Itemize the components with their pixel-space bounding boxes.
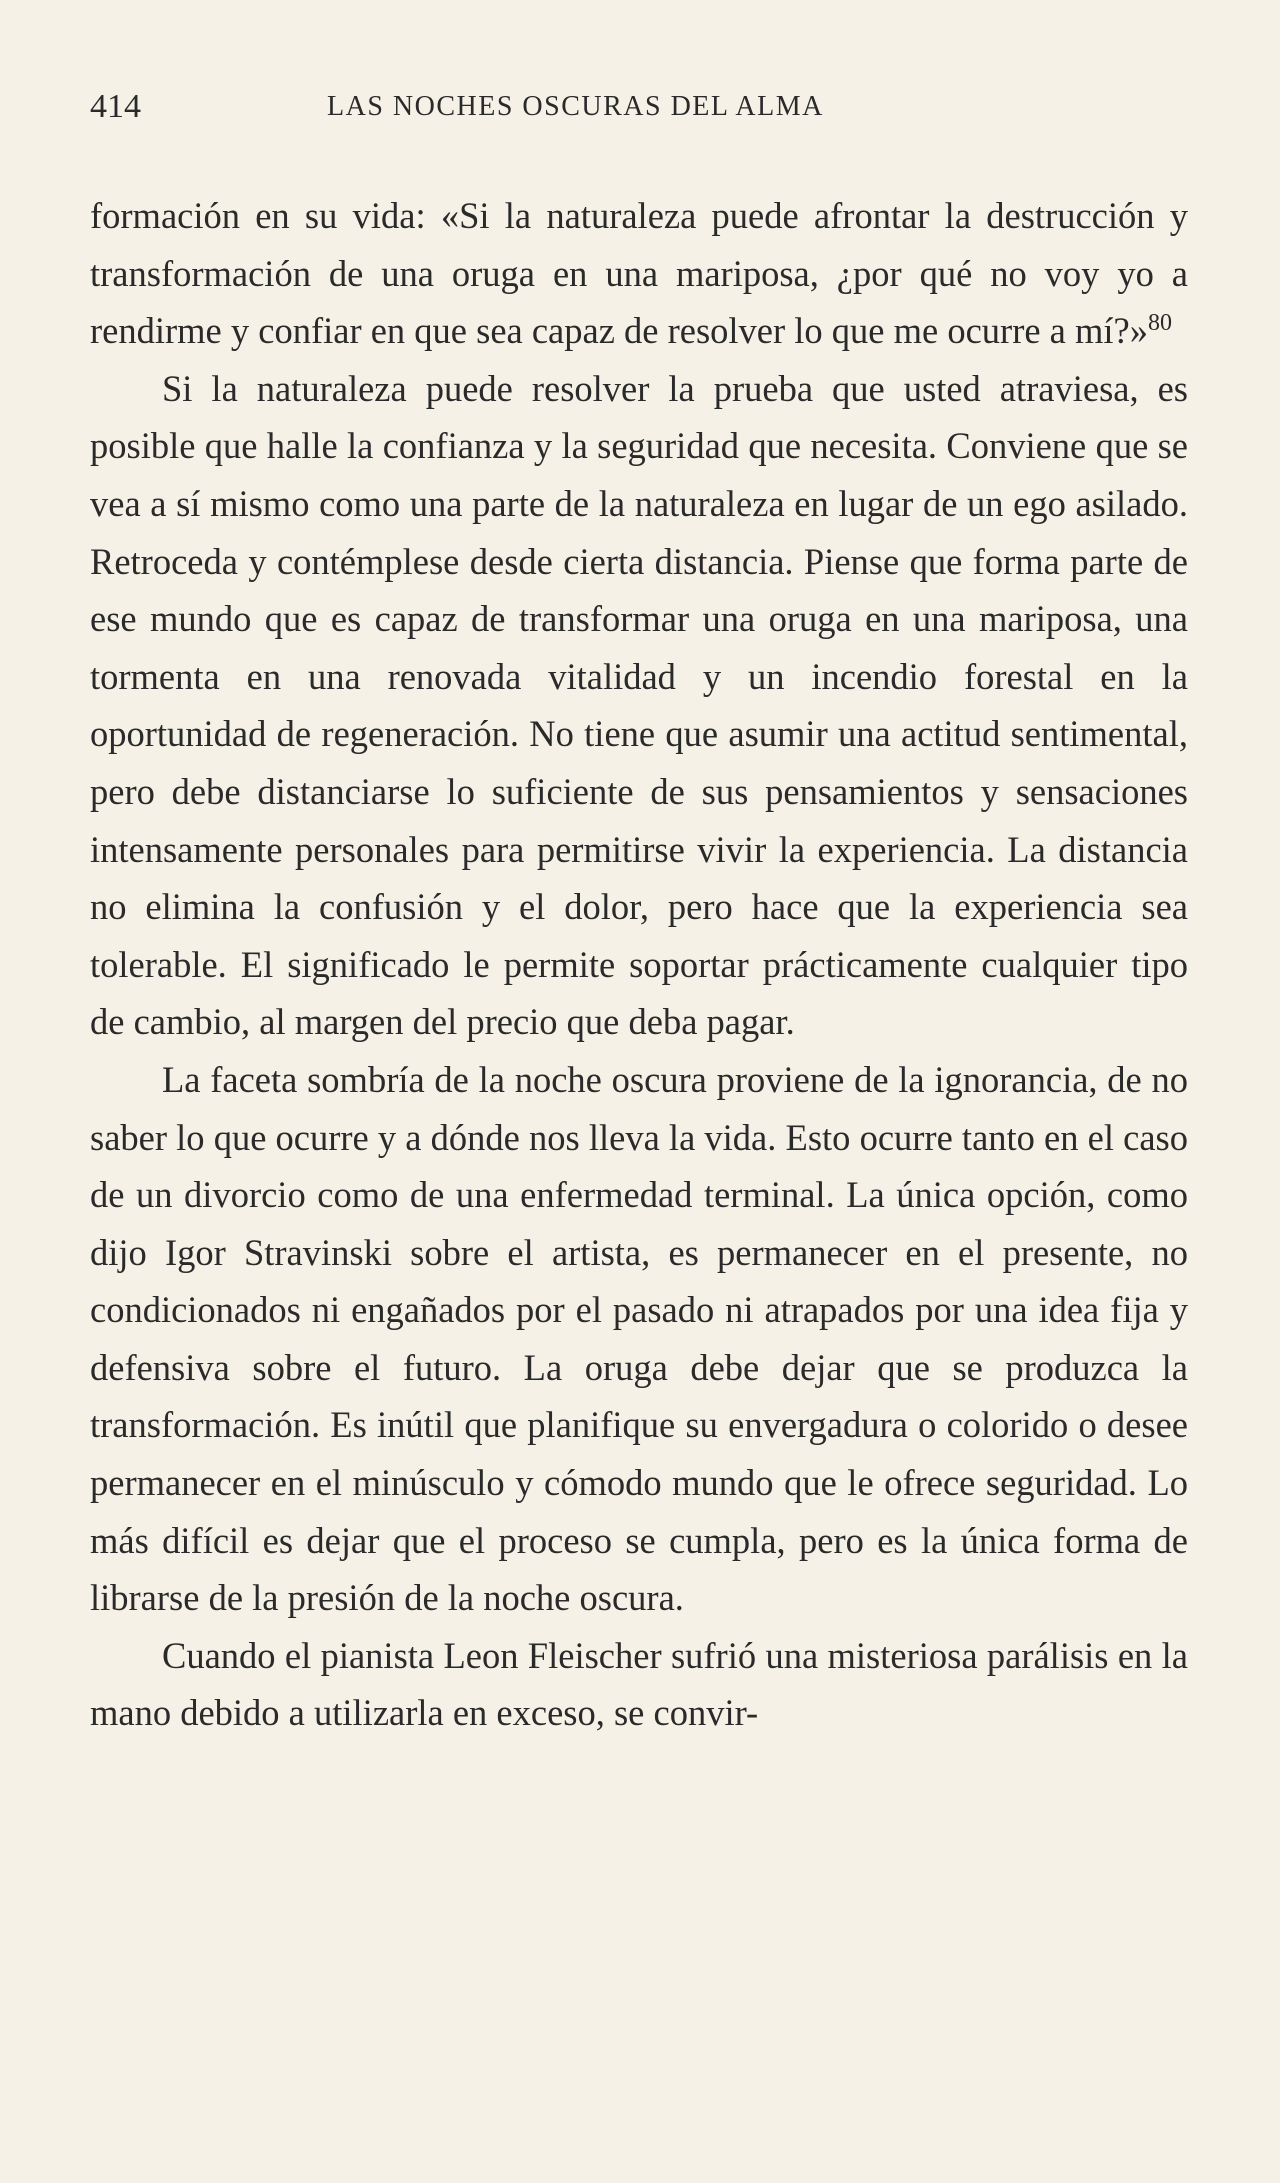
- paragraph: Si la naturaleza puede resolver la prueba que usted atraviesa, es posible que halle la confianza y la seguridad que necesita. Conviene que se vea a sí mismo como una parte de la naturaleza en lugar de un ego asilado. Retroceda y contémplese desde cierta distancia. Piense que forma parte de ese mundo que es capaz de transformar una oruga en una mariposa, una tormenta en una renovada vitalidad y un incendio forestal en la oportunidad de regeneración. No tiene que asumir una actitud sentimental, pero debe distanciarse lo suficiente de sus pensamientos y sensaciones intensamente personales para permitirse vivir la experiencia. La distancia no elimina la confusión y el dolor, pero hace que la experiencia sea tolerable. El significado le permite soportar prácticamente cualquier tipo de cambio, al margen del precio que deba pagar.: [90, 367, 1188, 1043]
- running-header: [90, 82, 1200, 132]
- paragraph: La faceta sombría de la noche oscura proviene de la ignorancia, de no saber lo que ocurre y a dónde nos lleva la vida. Esto ocurre tanto en el caso de un divorcio como de una enfermedad terminal. La única opción, como dijo Igor Stravinski sobre el artista, es permanecer en el presente, no condicionados ni engañados por el pasado ni atrapados por una idea fija y defensiva sobre el futuro. La oruga debe dejar que se produzca la transformación. Es inútil que planifique su envergadura o colorido o desee permanecer en el minúsculo y cómodo mundo que le ofrece seguridad. Lo más difícil es dejar que el proceso se cumpla, pero es la única forma de librarse de la presión de la noche oscura.: [90, 1058, 1188, 1619]
- page-number: 414: [90, 88, 141, 125]
- paragraph: Cuando el pianista Leon Fleischer sufrió una misteriosa parálisis en la mano debido a utilizarla en exceso, se convir-: [90, 1634, 1188, 1734]
- running-title: LAS NOCHES OSCURAS DEL ALMA: [327, 91, 824, 122]
- body-text: [90, 187, 1188, 1742]
- paragraph-text: formación en su vida: «Si la naturaleza puede afrontar la destrucción y transformación de una oruga en una mariposa, ¿por qué no voy yo a rendirme y confiar en que sea capaz de resolver lo que me ocurre a mí?»: [90, 195, 1188, 352]
- paragraph-continuation: [90, 187, 1188, 360]
- footnote-reference: 80: [1147, 310, 1172, 337]
